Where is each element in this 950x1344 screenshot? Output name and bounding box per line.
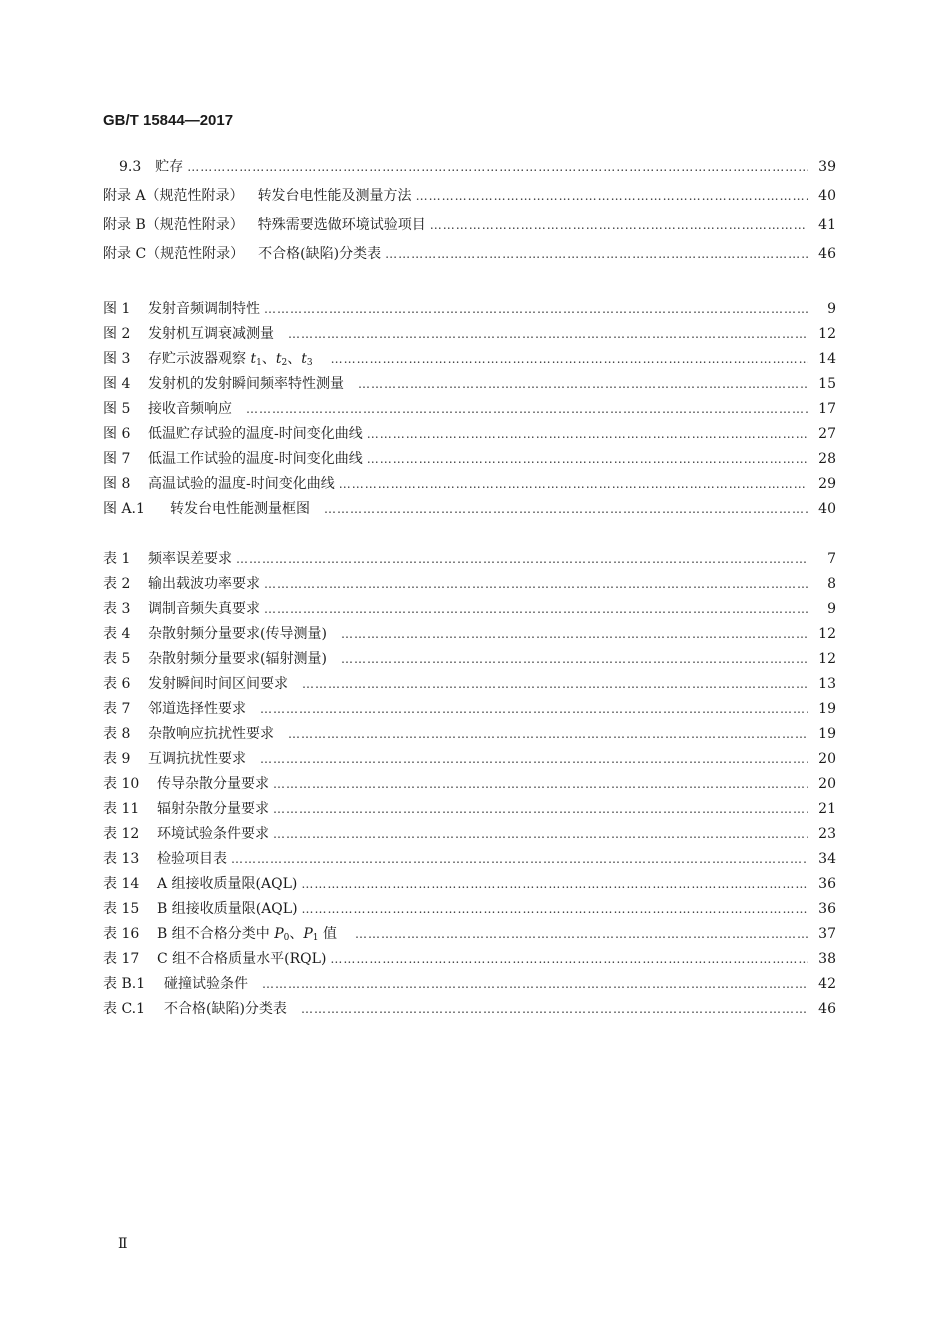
toc-entry-title: B 组不合格分类中 $P_0$、$P_1$ 值: [157, 926, 337, 943]
leader-dots: [341, 647, 808, 671]
toc-entry-table-2[interactable]: [103, 572, 836, 596]
toc-entry-label: 图 A.1: [103, 501, 145, 517]
toc-entry-label: 表 9: [103, 751, 131, 767]
toc-entry-table-13[interactable]: [103, 847, 836, 871]
leader-dots: [358, 372, 808, 396]
toc-entry-label: 表 6: [103, 676, 131, 692]
toc-entry-page: 9: [827, 601, 836, 617]
toc-entry-page: 20: [818, 751, 836, 767]
leader-dots: [430, 213, 808, 237]
toc-entry-title: 辐射杂散分量要求: [157, 801, 269, 817]
toc-entry-table-6[interactable]: [103, 672, 836, 696]
toc-entry-title: 碰撞试验条件: [164, 976, 248, 992]
toc-entry-table-11[interactable]: [103, 797, 836, 821]
toc-entry-page: 21: [818, 801, 836, 817]
leader-dots: [416, 184, 808, 208]
toc-entry-page: 42: [818, 976, 836, 992]
toc-entry-label: 附录 A（规范性附录）: [103, 188, 244, 204]
toc-entry-figure-6[interactable]: [103, 422, 836, 446]
toc-entry-title-prefix: 存贮示波器观察: [148, 351, 246, 367]
leader-dots: [339, 472, 808, 496]
toc-entry-page: 41: [818, 217, 836, 233]
toc-entry-page: 12: [818, 626, 836, 642]
toc-entry-label: 表 10: [103, 776, 140, 792]
toc-entry-page: 37: [818, 926, 836, 942]
leader-dots: [260, 747, 808, 771]
leader-dots: [330, 947, 808, 971]
toc-entry-figure-1[interactable]: [103, 297, 836, 321]
toc-entry-title: 低温贮存试验的温度-时间变化曲线: [148, 426, 363, 442]
toc-entry-table-5[interactable]: [103, 647, 836, 671]
toc-entry-page: 23: [818, 826, 836, 842]
toc-entry-label: 图 4: [103, 376, 131, 392]
toc-entry-title: 发射音频调制特性: [148, 301, 260, 317]
toc-entry-title: 不合格(缺陷)分类表: [164, 1001, 287, 1017]
document-code: GB/T 15844—2017: [103, 112, 234, 129]
toc-entry-table-15[interactable]: [103, 897, 836, 921]
toc-entry-label: 表 C.1: [103, 1001, 146, 1017]
toc-entry-page: 20: [818, 776, 836, 792]
leader-dots: [236, 547, 808, 571]
toc-entry-label: 图 3: [103, 351, 131, 367]
toc-entry-table-14[interactable]: [103, 872, 836, 896]
toc-entry-title: 环境试验条件要求: [157, 826, 269, 842]
toc-entry-page: 8: [827, 576, 836, 592]
leader-dots: [273, 822, 808, 846]
toc-entry-label: 表 16: [103, 926, 140, 942]
leader-dots: [301, 872, 808, 896]
toc-entry-table-4[interactable]: [103, 622, 836, 646]
toc-entry-page: 40: [818, 188, 836, 204]
toc-entry-page: 14: [818, 351, 836, 367]
toc-entry-page: 34: [818, 851, 836, 867]
leader-dots: [231, 847, 808, 871]
toc-entry-appendix-c[interactable]: [103, 242, 836, 266]
toc-entry-page: 28: [818, 451, 836, 467]
toc-entry-label: 表 12: [103, 826, 140, 842]
leader-dots: [355, 922, 808, 946]
toc-entry-label: 表 5: [103, 651, 131, 667]
leader-dots: [385, 242, 808, 266]
toc-entry-page: 36: [818, 901, 836, 917]
leader-dots: [302, 897, 808, 921]
toc-entry-table-8[interactable]: [103, 722, 836, 746]
toc-entry-table-9[interactable]: [103, 747, 836, 771]
toc-entry-label: 图 6: [103, 426, 131, 442]
toc-entry-title-prefix: B 组不合格分类中: [157, 926, 270, 942]
toc-entry-label: 表 3: [103, 601, 131, 617]
toc-entry-label: 表 17: [103, 951, 140, 967]
toc-entry-page: 7: [827, 551, 836, 567]
leader-dots: [264, 297, 808, 321]
toc-entry-table-17[interactable]: [103, 947, 836, 971]
toc-entry-title: 邻道选择性要求: [148, 701, 246, 717]
toc-entry-label: 表 B.1: [103, 976, 146, 992]
toc-entry-label: 表 8: [103, 726, 131, 742]
toc-entry-table-7[interactable]: [103, 697, 836, 721]
toc-entry-figure-a1[interactable]: [103, 497, 836, 521]
toc-entry-appendix-a[interactable]: [103, 184, 836, 208]
toc-entry-title: 发射机的发射瞬间频率特性测量: [148, 376, 344, 392]
toc-entry-title: 低温工作试验的温度-时间变化曲线: [148, 451, 363, 467]
leader-dots: [262, 972, 808, 996]
toc-entry-title: A 组接收质量限(AQL): [157, 876, 298, 892]
toc-entry-page: 19: [818, 701, 836, 717]
toc-entry-title: 发射机互调衰减测量: [148, 326, 274, 342]
toc-entry-title: 不合格(缺陷)分类表: [258, 246, 382, 262]
toc-entry-label: 附录 C（规范性附录）: [103, 246, 245, 262]
toc-entry-title: 互调抗扰性要求: [148, 751, 246, 767]
toc-entry-page: 40: [818, 501, 836, 517]
leader-dots: [302, 672, 808, 696]
toc-entry-page: 12: [818, 326, 836, 342]
toc-entry-table-b1[interactable]: [103, 972, 836, 996]
toc-entry-page: 15: [818, 376, 836, 392]
leader-dots: [288, 322, 808, 346]
toc-entry-appendix-b[interactable]: [103, 213, 836, 237]
toc-entry-label: 附录 B（规范性附录）: [103, 217, 244, 233]
toc-entry-label: 图 2: [103, 326, 131, 342]
toc-entry-title: 输出载波功率要求: [148, 576, 260, 592]
toc-entry-page: 12: [818, 651, 836, 667]
toc-entry-title: B 组接收质量限(AQL): [157, 901, 298, 917]
toc-entry-title: 调制音频失真要求: [148, 601, 260, 617]
toc-entry-9-3[interactable]: [103, 155, 836, 179]
toc-entry-figure-5[interactable]: [103, 397, 836, 421]
toc-entry-label: 表 15: [103, 901, 140, 917]
leader-dots: [367, 447, 808, 471]
toc-entry-page: 39: [818, 159, 836, 175]
toc-entry-title: 贮存: [155, 159, 184, 175]
toc-entry-label: 表 14: [103, 876, 140, 892]
leader-dots: [341, 622, 808, 646]
toc-entry-table-16[interactable]: [103, 922, 836, 946]
toc-entry-figure-4[interactable]: [103, 372, 836, 396]
toc-entry-page: 19: [818, 726, 836, 742]
toc-entry-label: 表 4: [103, 626, 131, 642]
leader-dots: [288, 722, 808, 746]
toc-entry-title: 存贮示波器观察 $t_1$、$t_2$、$t_3$: [148, 351, 313, 368]
toc-entry-title: 转发台电性能测量框图: [170, 501, 310, 517]
toc-entry-label: 9.3: [119, 159, 142, 175]
leader-dots: [260, 697, 808, 721]
toc-entry-title: 检验项目表: [157, 851, 227, 867]
leader-dots: [331, 347, 808, 371]
toc-entry-label: 图 8: [103, 476, 131, 492]
leader-dots: [273, 772, 808, 796]
toc-entry-page: 38: [818, 951, 836, 967]
leader-dots: [324, 497, 808, 521]
toc-entry-page: 9: [827, 301, 836, 317]
leader-dots: [273, 797, 808, 821]
leader-dots: [264, 572, 808, 596]
toc-entry-label: 图 5: [103, 401, 131, 417]
toc-entry-label: 表 13: [103, 851, 140, 867]
toc-entry-label: 图 1: [103, 301, 131, 317]
toc-entry-title: 杂散射频分量要求(传导测量): [148, 626, 327, 642]
toc-entry-page: 27: [818, 426, 836, 442]
toc-entry-page: 29: [818, 476, 836, 492]
toc-entry-figure-3[interactable]: [103, 347, 836, 371]
toc-entry-label: 表 11: [103, 801, 140, 817]
toc-entry-title: 特殊需要选做环境试验项目: [257, 217, 426, 233]
toc-entry-title: 杂散响应抗扰性要求: [148, 726, 274, 742]
leader-dots: [264, 597, 808, 621]
leader-dots: [246, 397, 808, 421]
toc-entry-table-1[interactable]: [103, 547, 836, 571]
toc-entry-label: 表 1: [103, 551, 131, 567]
toc-entry-title: 发射瞬间时间区间要求: [148, 676, 288, 692]
toc-entry-title: C 组不合格质量水平(RQL): [157, 951, 327, 967]
toc-entry-page: 17: [818, 401, 836, 417]
toc-entry-label: 表 2: [103, 576, 131, 592]
toc-entry-page: 13: [818, 676, 836, 692]
toc-entry-page: 36: [818, 876, 836, 892]
toc-entry-label: 图 7: [103, 451, 131, 467]
toc-entry-title: 传导杂散分量要求: [157, 776, 269, 792]
toc-entry-title: 接收音频响应: [148, 401, 232, 417]
leader-dots: [187, 155, 808, 179]
toc-entry-title: 高温试验的温度-时间变化曲线: [148, 476, 335, 492]
toc-entry-figure-8[interactable]: [103, 472, 836, 496]
toc-entry-figure-2[interactable]: [103, 322, 836, 346]
toc-entry-page: 46: [818, 246, 836, 262]
toc-entry-label: 表 7: [103, 701, 131, 717]
toc-entry-table-10[interactable]: [103, 772, 836, 796]
toc-entry-title: 转发台电性能及测量方法: [257, 188, 412, 204]
page-number: Ⅱ: [118, 1236, 128, 1252]
toc-entry-title: 杂散射频分量要求(辐射测量): [148, 651, 327, 667]
leader-dots: [301, 997, 808, 1021]
toc-entry-title: 频率误差要求: [148, 551, 232, 567]
leader-dots: [367, 422, 808, 446]
toc-entry-table-12[interactable]: [103, 822, 836, 846]
toc-entry-figure-7[interactable]: [103, 447, 836, 471]
toc-entry-table-3[interactable]: [103, 597, 836, 621]
toc-entry-page: 46: [818, 1001, 836, 1017]
toc-entry-table-c1[interactable]: [103, 997, 836, 1021]
